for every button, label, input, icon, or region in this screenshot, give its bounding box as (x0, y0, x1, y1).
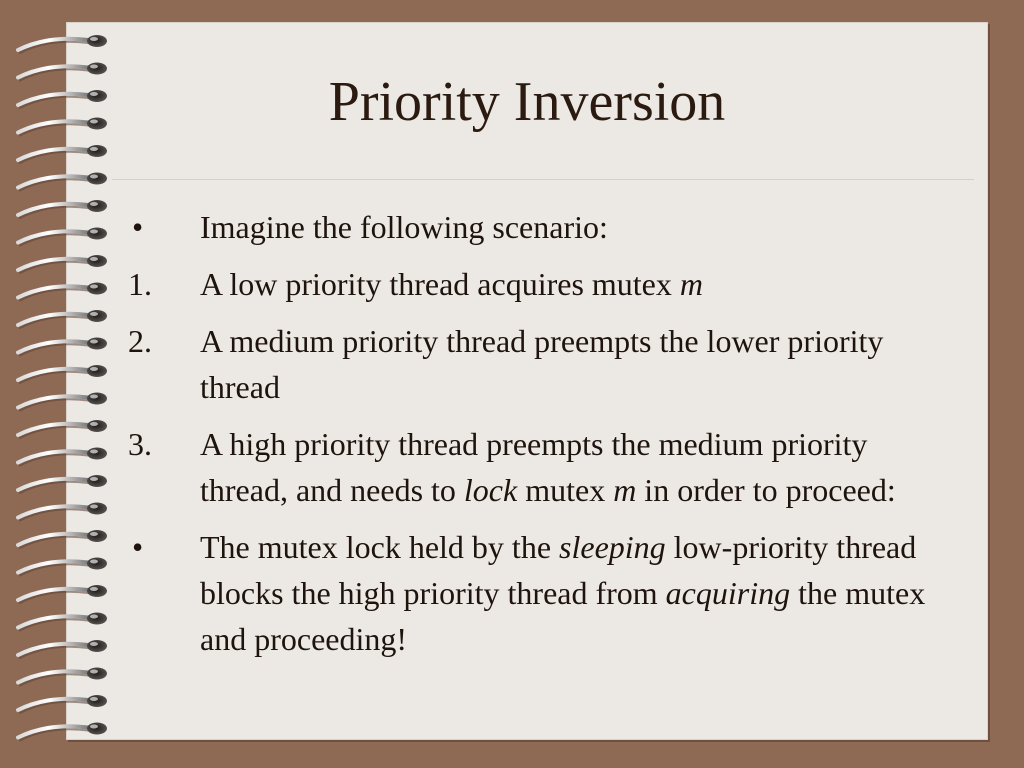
binding-ring (18, 283, 107, 301)
binding-ring (18, 365, 107, 383)
number-marker: 2. (128, 323, 152, 359)
list-text (200, 318, 942, 410)
italic-text: sleeping (559, 529, 666, 565)
binding-ring (18, 448, 107, 466)
binding-ring (18, 338, 107, 356)
list-item (122, 261, 942, 307)
binding-ring (18, 695, 107, 713)
italic-text: lock (463, 472, 518, 508)
list-text (200, 524, 942, 662)
binding-ring (18, 255, 107, 273)
list-item (122, 318, 942, 410)
italic-text: m (613, 472, 637, 508)
text-run: A low priority thread acquires mutex (200, 266, 680, 302)
binding-ring (18, 475, 107, 493)
list-text (200, 421, 942, 513)
list-item (122, 524, 942, 662)
binding-ring (18, 420, 107, 438)
text-run: the mutex and proceeding! (200, 575, 926, 657)
binding-ring (18, 35, 107, 53)
bullet-marker: • (132, 529, 144, 565)
text-run: mutex (517, 472, 614, 508)
binding-ring (18, 200, 107, 218)
binding-ring (18, 145, 107, 163)
slide-title: Priority Inversion (328, 71, 726, 133)
text-run: A high priority thread preempts the medium priority thread, and needs to (200, 426, 868, 508)
title-divider (112, 179, 974, 180)
text-run: low-priority thread blocks the high priority thread from (200, 529, 917, 611)
binding-ring (18, 613, 107, 631)
number-marker: 1. (128, 266, 152, 302)
text-run: Imagine the following scenario: (200, 209, 608, 245)
binding-ring (18, 393, 107, 411)
slide-body (122, 204, 942, 673)
binding-ring (18, 723, 107, 741)
text-run: The mutex lock held by the (200, 529, 560, 565)
binding-ring (18, 640, 107, 658)
binding-ring (18, 668, 107, 686)
text-run: in order to proceed: (636, 472, 896, 508)
list-text (200, 261, 942, 307)
binding-ring (18, 173, 107, 191)
list-item (122, 421, 942, 513)
binding-ring (18, 310, 107, 328)
number-marker: 3. (128, 426, 152, 462)
italic-text: acquiring (665, 575, 791, 611)
binding-ring (18, 585, 107, 603)
bullet-marker: • (132, 209, 144, 245)
binding-ring (18, 228, 107, 246)
binding-ring (18, 558, 107, 576)
binding-ring (18, 503, 107, 521)
italic-text: m (679, 266, 703, 302)
text-run: A medium priority thread preempts the lower priority thread (200, 323, 884, 405)
binding-ring (18, 530, 107, 548)
list-item (122, 204, 942, 250)
list-text (200, 204, 942, 250)
